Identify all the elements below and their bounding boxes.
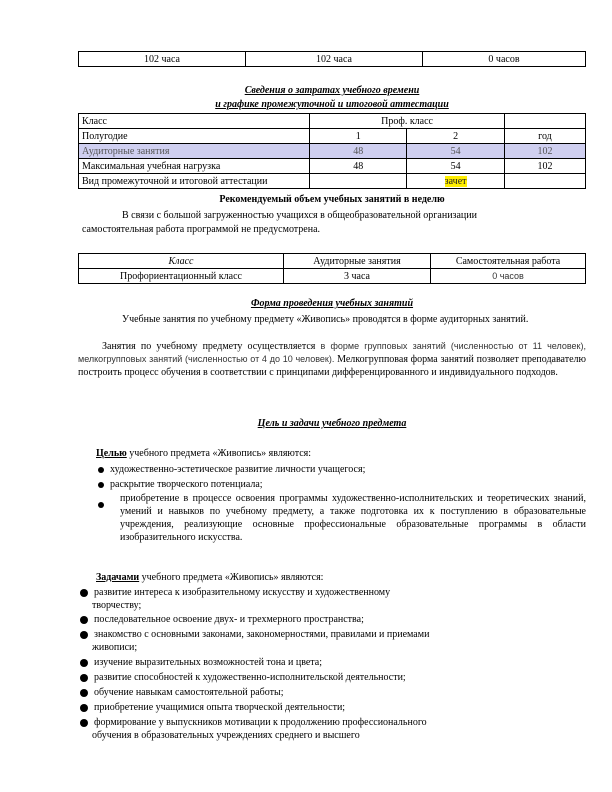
task-item-cont: обучения в образовательных учреждениях среднего и высшего	[92, 730, 360, 741]
text-span: раскрытие творческого потенциала;	[110, 479, 263, 490]
cell: 48	[310, 144, 407, 159]
goal-item	[98, 478, 586, 491]
text-span: учебного предмета «Живопись» являются:	[141, 572, 324, 583]
cell: 102	[504, 159, 585, 174]
text-span: художественно-эстетическое развитие личности учащегося;	[110, 464, 366, 475]
bullet-icon	[80, 719, 88, 727]
weekly-table	[78, 253, 586, 284]
cell: Профориентационный класс	[79, 269, 284, 284]
cell: 48	[310, 159, 407, 174]
text-span: Занятия по учебному предмету осуществляется	[102, 341, 316, 352]
row-label: Максимальная учебная нагрузка	[79, 159, 310, 174]
table-row-highlighted	[79, 144, 586, 159]
prof-class-header: Проф. класс	[310, 114, 505, 129]
section-title-time: Сведения о затратах учебного времени	[244, 85, 420, 96]
task-item	[80, 671, 406, 684]
task-item	[80, 716, 427, 729]
text-span: обучение навыкам самостоятельной работы;	[94, 687, 284, 698]
task-item	[80, 613, 364, 626]
cell: 2	[407, 129, 505, 144]
goal-label: Целью	[96, 448, 127, 459]
bullet-icon	[80, 689, 88, 697]
table-row	[79, 269, 586, 284]
col-header: Класс	[79, 254, 284, 269]
cell: 54	[407, 144, 505, 159]
schedule-table	[78, 113, 586, 189]
tasks-intro	[96, 571, 323, 584]
bullet-icon	[80, 616, 88, 624]
text-span: развитие интереса к изобразительному искусству и художественному	[94, 587, 391, 598]
zachet-badge: зачет	[444, 175, 467, 187]
bullet-icon	[80, 659, 88, 667]
cell	[407, 174, 505, 189]
class-header: Класс	[79, 114, 310, 129]
hours-cell: 102 часа	[79, 52, 246, 67]
goal-item: приобретение в процессе освоения программы художественно-исполнительских и теоретических знаний, умений и навыков по учебному предмету, а также подготовка их к поступлению в образовательные учреждения, реализующие основные профессиональные образовательные программы в области изобразительного искусства.	[120, 493, 586, 543]
row-label: Аудиторные занятия	[79, 144, 310, 159]
text-span: развитие способностей к художественно-исполнительской деятельности;	[94, 672, 406, 683]
empty-cell	[504, 114, 585, 129]
bullet-icon	[80, 674, 88, 682]
task-item-cont: живописи;	[92, 642, 138, 653]
text-span: учебного предмета «Живопись» являются:	[129, 448, 312, 459]
task-item	[80, 701, 345, 714]
table-row	[79, 174, 586, 189]
cell	[310, 174, 407, 189]
cell: 1	[310, 129, 407, 144]
bullet-icon	[80, 589, 88, 597]
text-span: Мелкогрупповая форма занятий позволяет преподавателю построить процесс обучения в соответствии с принципами дифференцированного и индивидуального подходов.	[78, 354, 587, 378]
row-label: Полугодие	[79, 129, 310, 144]
cell: 3 часа	[284, 269, 431, 284]
hours-cell: 0 часов	[423, 52, 586, 67]
text-span: последовательное освоение двух- и трехмерного пространства;	[94, 614, 364, 625]
text-span: в форме групповых занятий (численностью от 11 человек), мелкогрупповых занятий (численностью от 4 до 10 человек).	[78, 341, 586, 364]
section-subtitle-attestation: и графике промежуточной и итоговой аттестации	[215, 99, 449, 110]
table-row	[79, 129, 586, 144]
task-item	[80, 586, 390, 599]
cell: 54	[407, 159, 505, 174]
bullet-icon	[98, 467, 104, 473]
form-paragraph-1: Учебные занятия по учебному предмету «Живопись» проводятся в форме аудиторных занятий.	[122, 314, 529, 325]
cell: 0 часов	[431, 269, 586, 284]
form-title: Форма проведения учебных занятий	[250, 298, 414, 309]
cell	[504, 174, 585, 189]
table-row	[79, 159, 586, 174]
bullet-icon	[80, 631, 88, 639]
text-span: знакомство с основными законами, закономерностями, правилами и приемами	[94, 629, 430, 640]
goal-intro	[96, 447, 311, 460]
hours-cell: 102 часа	[246, 52, 423, 67]
bullet-icon	[98, 482, 104, 488]
recommended-title: Рекомендуемый объем учебных занятий в неделю	[219, 194, 445, 205]
recommended-line2: самостоятельная работа программой не предусмотрена.	[82, 224, 321, 235]
goal-item	[98, 463, 586, 476]
text-span: формирование у выпускников мотивации к продолжению профессионального	[94, 717, 427, 728]
bullet-icon	[80, 704, 88, 712]
task-item	[80, 628, 429, 641]
tasks-label: Задачами	[96, 572, 140, 583]
hours-table	[78, 51, 586, 67]
col-header: Самостоятельная работа	[431, 254, 586, 269]
row-label: Вид промежуточной и итоговой аттестации	[79, 174, 310, 189]
cell: 102	[504, 144, 585, 159]
goals-title: Цель и задачи учебного предмета	[257, 418, 407, 429]
task-item	[80, 686, 284, 699]
recommended-line1: В связи с большой загруженностью учащихся в общеобразовательной организации	[122, 210, 477, 221]
col-header: Аудиторные занятия	[284, 254, 431, 269]
task-item	[80, 656, 322, 669]
task-item-cont: творчеству;	[92, 600, 142, 611]
form-paragraph-2	[78, 340, 586, 379]
cell: год	[504, 129, 585, 144]
text-span: приобретение учащимися опыта творческой деятельности;	[94, 702, 346, 713]
bullet-icon	[98, 496, 110, 514]
text-span: изучение выразительных возможностей тона и цвета;	[94, 657, 323, 668]
